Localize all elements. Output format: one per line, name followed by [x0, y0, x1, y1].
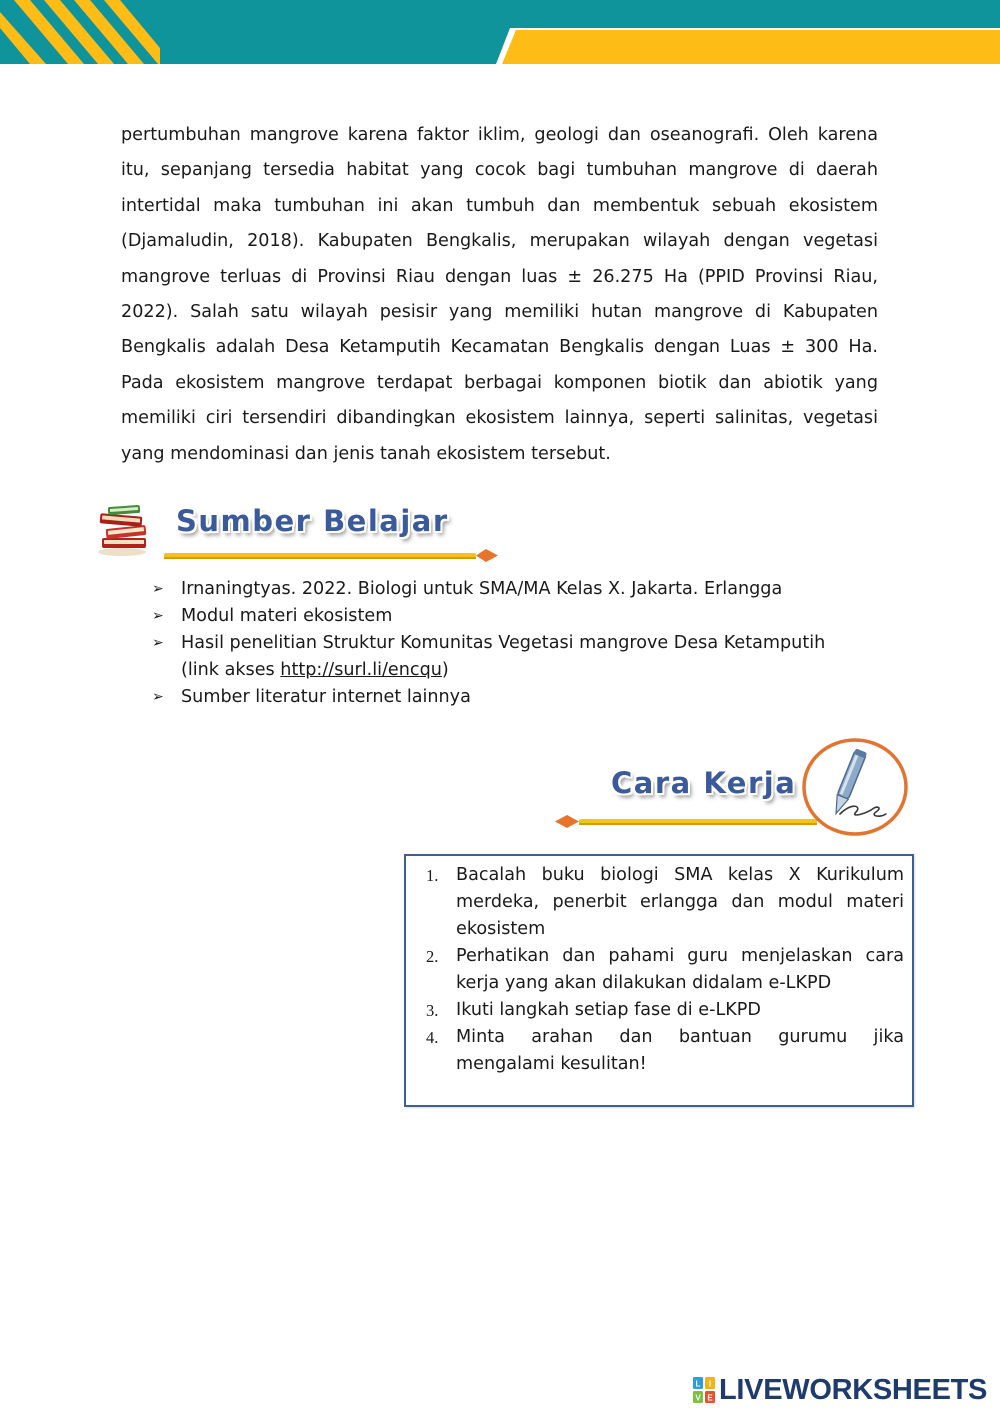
- step-text: Minta arahan dan bantuan gurumu jika mengalami kesulitan!: [456, 1027, 904, 1074]
- step-number: 1.: [426, 866, 439, 885]
- list-item: ➢ Hasil penelitian Struktur Komunitas Vegetasi mangrove Desa Ketamputih (link akses http://surl.li/encqu): [150, 630, 870, 684]
- intro-paragraph: pertumbuhan mangrove karena faktor iklim, geologi dan oseanografi. Oleh karena itu, sepanjang tersedia habitat yang cocok bagi tumbuhan mangrove di daerah intertidal maka tumbuhan ini akan tumbuh dan membentuk sebuah ekosistem (Djamaludin, 2018). Kabupaten Bengkalis, merupakan wilayah dengan vegetasi mangrove terluas di Provinsi Riau dengan luas ± 26.275 Ha (PPID Provinsi Riau, 2022). Salah satu wilayah pesisir yang memiliki hutan mangrove di Kabupaten Bengkalis adalah Desa Ketamputih Kecamatan Bengkalis dengan Luas ± 300 Ha. Pada ekosistem mangrove terdapat berbagai komponen biotik dan abiotik yang memiliki ciri tersendiri dibandingkan ekosistem lainnya, seperti salinitas, vegetasi yang mendominasi dan jenis tanah ekosistem tersebut.: [121, 125, 878, 464]
- list-item: ➢ Irnaningtyas. 2022. Biologi untuk SMA/MA Kelas X. Jakarta. Erlangga: [150, 576, 870, 603]
- brand-text: LIVEWORKSHEETS: [719, 1373, 988, 1406]
- step-number: 2.: [426, 947, 439, 966]
- sumber-belajar-list: [150, 576, 870, 711]
- sumber-belajar-title: Sumber Belajar: [176, 504, 449, 538]
- list-item: [422, 943, 904, 997]
- step-text: Perhatikan dan pahami guru menjelaskan cara kerja yang akan dilakukan didalam e-LKPD: [456, 946, 904, 993]
- list-item: [422, 997, 904, 1024]
- cara-kerja-list: [422, 862, 904, 1078]
- arrow-bullet-icon: ➢: [152, 581, 164, 597]
- list-item: ➢ Sumber literatur internet lainnya: [150, 684, 870, 711]
- list-item: [422, 1024, 904, 1078]
- liveworksheets-logo[interactable]: [693, 1374, 987, 1406]
- list-item: ➢ Modul materi ekosistem: [150, 603, 870, 630]
- cara-title-underline: [555, 812, 817, 832]
- sumber-title-underline: [164, 546, 500, 566]
- step-text: Bacalah buku biologi SMA kelas X Kurikulum merdeka, penerbit erlangga dan modul materi ekosistem: [456, 865, 904, 939]
- top-banner: [0, 0, 1000, 64]
- list-item: [422, 862, 904, 943]
- cara-kerja-box: [404, 854, 914, 1107]
- arrow-bullet-icon: ➢: [152, 608, 164, 624]
- cara-kerja-title: Cara Kerja: [611, 766, 797, 800]
- diamond-icon: [476, 549, 498, 562]
- step-number: 3.: [426, 1001, 439, 1020]
- pen-icon: [800, 736, 910, 838]
- diamond-icon: [555, 815, 579, 828]
- banner-yellow-band: [502, 30, 1000, 64]
- link-akses[interactable]: http://surl.li/encqu: [280, 660, 442, 680]
- liveworksheets-logo-icon: [693, 1377, 715, 1403]
- svg-text:L: L: [695, 1379, 701, 1389]
- svg-text:E: E: [707, 1393, 713, 1403]
- step-number: 4.: [426, 1028, 439, 1047]
- step-text: Ikuti langkah setiap fase di e-LKPD: [456, 1000, 761, 1020]
- svg-text:I: I: [708, 1379, 712, 1389]
- arrow-bullet-icon: ➢: [152, 635, 164, 651]
- arrow-bullet-icon: ➢: [152, 689, 164, 705]
- books-icon: [92, 500, 154, 558]
- svg-text:V: V: [695, 1393, 701, 1403]
